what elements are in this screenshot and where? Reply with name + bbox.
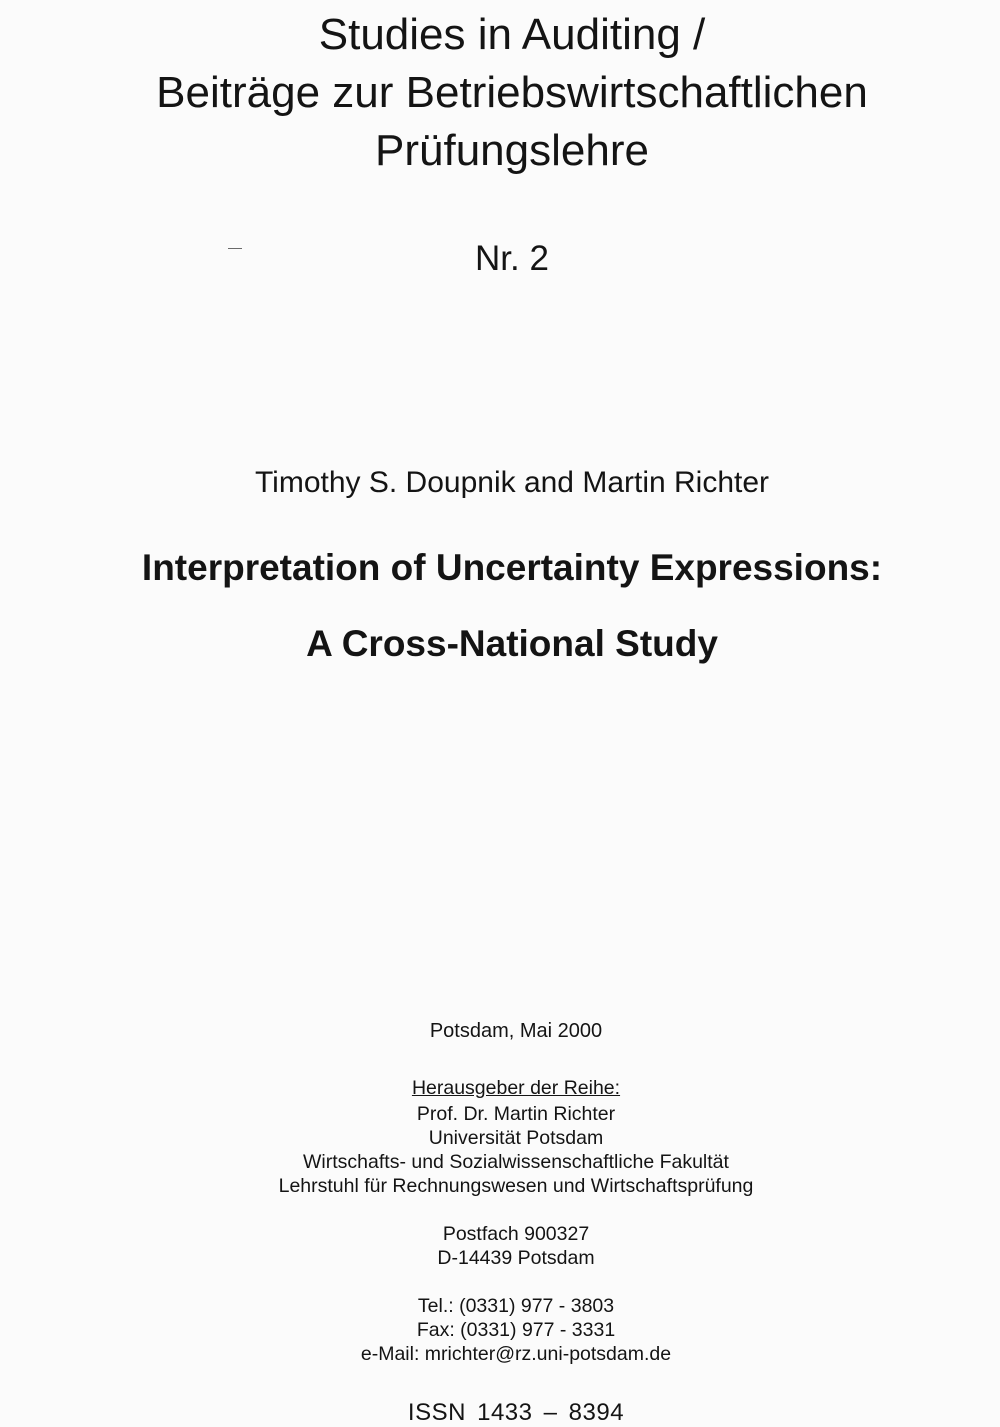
spacer bbox=[16, 1198, 1000, 1222]
series-title-line-2: Beiträge zur Betriebswirtschaftlichen bbox=[156, 68, 868, 117]
issn bbox=[16, 1398, 1000, 1427]
paper-title-line-2: A Cross-National Study bbox=[306, 623, 718, 664]
publisher-chair: Lehrstuhl für Rechnungswesen und Wirtschaftsprüfung bbox=[278, 1175, 754, 1197]
issue-number: Nr. 2 bbox=[475, 239, 549, 278]
issn-text: ISSN 1433 – 8394 bbox=[407, 1399, 625, 1426]
series-title-line-1: Studies in Auditing / bbox=[318, 10, 706, 59]
publisher-fax: Fax: (0331) 977 - 3331 bbox=[416, 1319, 616, 1341]
series-title bbox=[12, 6, 1000, 180]
series-title-line-3: Prüfungslehre bbox=[375, 126, 649, 175]
publisher-heading: Herausgeber der Reihe: bbox=[411, 1077, 621, 1099]
paper-title-line-1: Interpretation of Uncertainty Expressions: bbox=[141, 547, 883, 588]
spacer bbox=[16, 1270, 1000, 1294]
authors: Timothy S. Doupnik and Martin Richter bbox=[254, 466, 770, 499]
publisher-info bbox=[16, 1076, 1000, 1366]
publisher-email: e-Mail: mrichter@rz.uni-potsdam.de bbox=[360, 1343, 672, 1365]
paper-title bbox=[12, 530, 1000, 682]
publisher-university: Universität Potsdam bbox=[428, 1127, 604, 1149]
publisher-name: Prof. Dr. Martin Richter bbox=[416, 1103, 616, 1125]
place-date: Potsdam, Mai 2000 bbox=[429, 1020, 603, 1042]
publisher-city: D-14439 Potsdam bbox=[437, 1247, 595, 1269]
publisher-tel: Tel.: (0331) 977 - 3803 bbox=[417, 1295, 615, 1317]
publisher-faculty: Wirtschafts- und Sozialwissenschaftliche Fakultät bbox=[303, 1151, 729, 1173]
publisher-postbox: Postfach 900327 bbox=[442, 1223, 590, 1245]
